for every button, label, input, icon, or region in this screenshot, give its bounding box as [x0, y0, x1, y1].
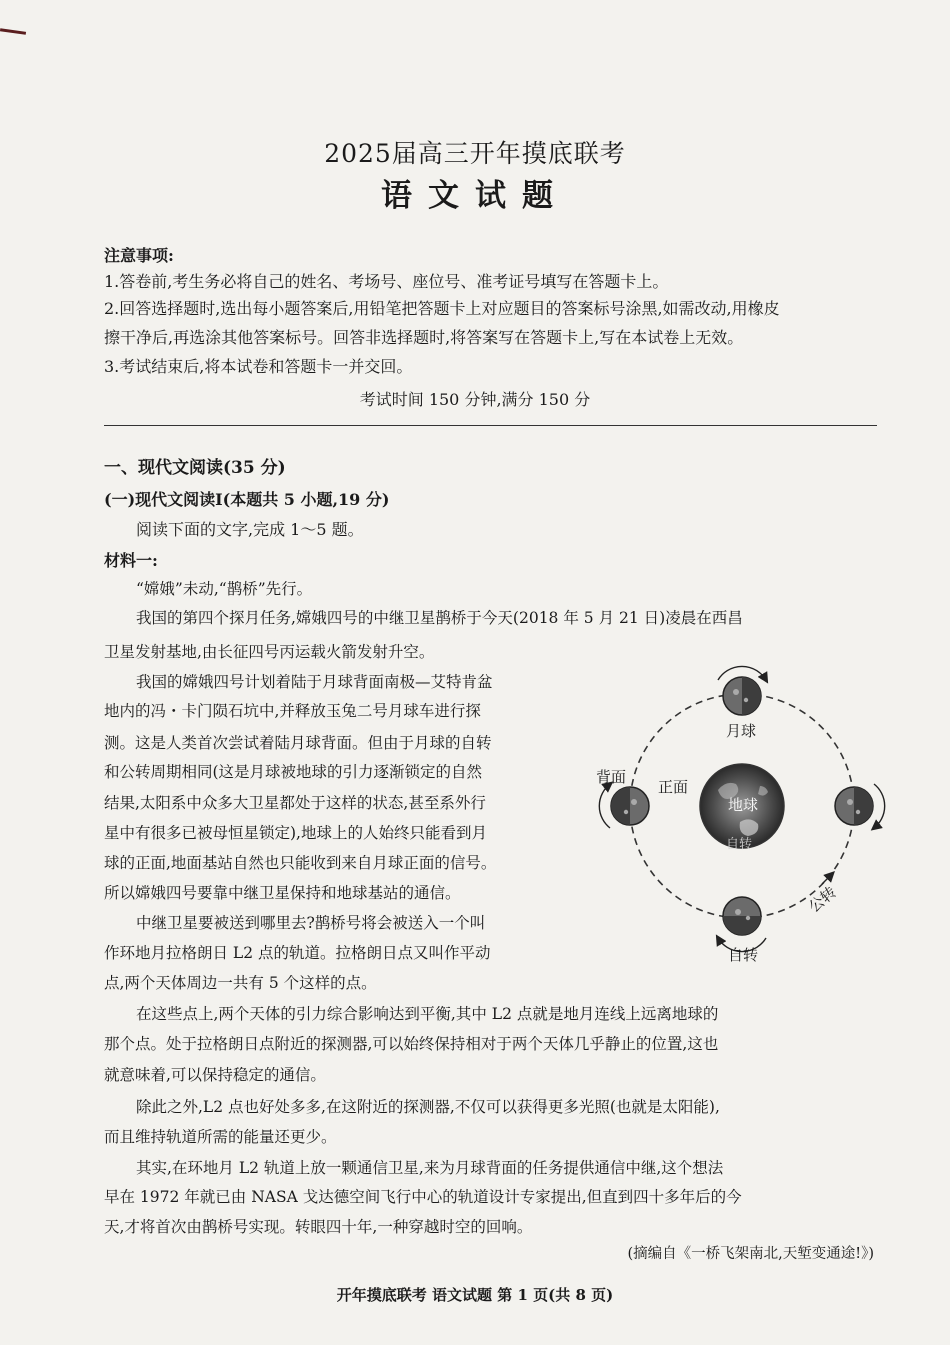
exam-title: 2025届高三开年摸底联考: [324, 139, 626, 168]
notice-item-2-line-2: 擦干净后,再选涂其他答案标号。回答非选择题时,将答案写在答题卡上,写在本试卷上无效。: [104, 328, 744, 347]
passage-line: 天,才将首次由鹊桥号实现。转眼四十年,一种穿越时空的回响。: [104, 1218, 533, 1236]
exam-time: 考试时间 150 分钟,满分 150 分: [359, 390, 591, 409]
passage-line: 星中有很多已被母恒星锁定),地球上的人始终只能看到月: [104, 824, 487, 842]
passage-line: 在这些点上,两个天体的引力综合影响达到平衡,其中 L2 点就是地月连线上远离地球的: [136, 1005, 719, 1023]
passage-line: 其实,在环地月 L2 轨道上放一颗通信卫星,来为月球背面的任务提供通信中继,这个想法: [136, 1159, 724, 1177]
passage-line: 点,两个天体周边一共有 5 个这样的点。: [104, 974, 377, 992]
scan-corner-mark: [0, 28, 26, 35]
passage-line: 球的正面,地面基站自然也只能收到来自月球正面的信号。: [104, 854, 497, 872]
passage-line: “嫦娥”未动,“鹊桥”先行。: [136, 580, 313, 598]
rotation-arrow-right-icon: [874, 784, 885, 828]
notice-item-1: 1.答卷前,考生务必将自己的姓名、考场号、座位号、准考证号填写在答题卡上。: [104, 272, 669, 291]
passage-line: 那个点。处于拉格朗日点附近的探测器,可以始终保持相对于两个天体几乎静止的位置,这也: [104, 1035, 719, 1053]
moon-orbit-diagram: [590, 662, 890, 972]
section-instruction: 阅读下面的文字,完成 1～5 题。: [136, 520, 364, 539]
revolution-label: 公转: [805, 883, 840, 917]
moon-right: [835, 787, 873, 825]
passage-line: 我国的嫦娥四号计划着陆于月球背面南极—艾特肯盆: [136, 673, 493, 691]
section-sub-heading: (一)现代文阅读Ⅰ(本题共 5 小题,19 分): [104, 490, 390, 509]
front-side-label: 正面: [658, 778, 689, 796]
moon-left: [611, 787, 649, 825]
rotation-label: 自转: [728, 946, 759, 964]
subject-title: 语文试题: [381, 178, 569, 214]
earth-rotation-label: 自转: [726, 837, 753, 852]
moon-bottom: [723, 897, 761, 935]
material-label: 材料一:: [104, 551, 158, 570]
passage-line: 就意味着,可以保持稳定的通信。: [104, 1066, 326, 1084]
passage-line: 除此之外,L2 点也好处多多,在这附近的探测器,不仅可以获得更多光照(也就是太阳能),: [136, 1098, 720, 1116]
section-heading: 一、现代文阅读(35 分): [104, 458, 286, 478]
passage-line: 地内的冯・卡门陨石坑中,并释放玉兔二号月球车进行探: [104, 702, 481, 720]
passage-line: 测。这是人类首次尝试着陆月球背面。但由于月球的自转: [104, 734, 492, 752]
notice-item-3: 3.考试结束后,将本试卷和答题卡一并交回。: [104, 357, 413, 376]
passage-line: 作环地月拉格朗日 L2 点的轨道。拉格朗日点又叫作平动: [104, 944, 491, 962]
moon-top: [723, 677, 761, 715]
passage-line: 早在 1972 年就已由 NASA 戈达德空间飞行中心的轨道设计专家提出,但直到四十多年后的今: [104, 1188, 742, 1206]
passage-line: 结果,太阳系中众多大卫星都处于这样的状态,甚至系外行: [104, 794, 486, 812]
passage-line: 和公转周期相同(这是月球被地球的引力逐渐锁定的自然: [104, 763, 483, 781]
passage-line: 而且维持轨道所需的能量还更少。: [104, 1128, 337, 1146]
divider-line: [104, 425, 877, 426]
moon-label: 月球: [726, 722, 757, 740]
notice-heading: 注意事项:: [104, 246, 174, 265]
passage-line: 卫星发射基地,由长征四号丙运载火箭发射升空。: [104, 643, 435, 661]
passage-line: 所以嫦娥四号要靠中继卫星保持和地球基站的通信。: [104, 884, 461, 902]
passage-line: 我国的第四个探月任务,嫦娥四号的中继卫星鹊桥于今天(2018 年 5 月 21 日)凌晨在西昌: [136, 609, 743, 627]
back-side-label: 背面: [596, 768, 627, 786]
earth-label: 地球: [728, 796, 759, 814]
passage-source: (摘编自《一桥飞架南北,天堑变通途!》): [627, 1246, 874, 1262]
revolution-arrow-icon: [822, 874, 832, 884]
rotation-arrow-left-icon: [599, 784, 610, 828]
passage-line: 中继卫星要被送到哪里去?鹊桥号将会被送入一个叫: [136, 914, 486, 932]
notice-item-2-line-1: 2.回答选择题时,选出每小题答案后,用铅笔把答题卡上对应题目的答案标号涂黑,如需改动,用橡皮: [104, 299, 780, 318]
page-footer: 开年摸底联考 语文试题 第 1 页(共 8 页): [336, 1286, 614, 1304]
